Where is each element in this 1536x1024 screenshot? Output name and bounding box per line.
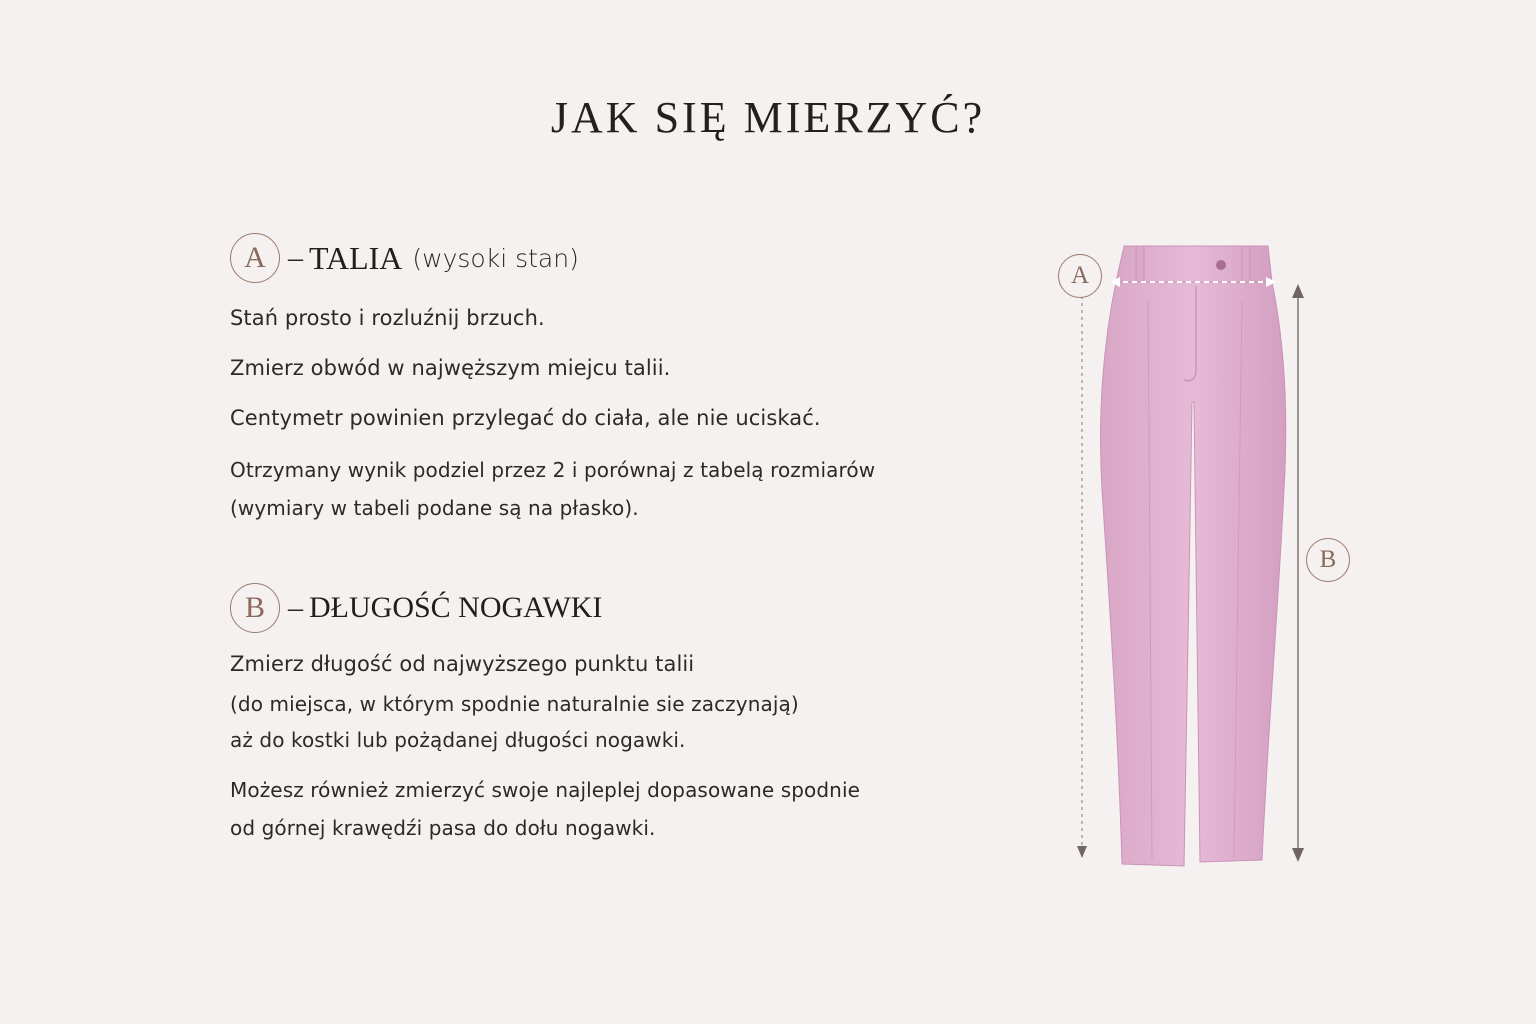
waist-line-1: Stań prosto i rozluźnij brzuch. — [230, 306, 545, 330]
waist-heading: TALIA — [309, 239, 403, 276]
heading-dash: – — [288, 591, 303, 624]
leg-line-5: od górnej krawędźi pasa do dołu nogawki. — [230, 816, 656, 840]
page-title: JAK SIĘ MIERZYĆ? — [550, 93, 986, 142]
waist-line-2: Zmierz obwód w najwęższym miejcu talii. — [230, 356, 671, 380]
waist-line-5: (wymiary w tabeli podane są na płasko). — [230, 496, 639, 520]
belt-loop — [1136, 246, 1144, 282]
label-b-badge: B — [230, 583, 280, 633]
section-leg-heading — [230, 582, 602, 634]
diagram-label-a: A — [1058, 254, 1102, 298]
length-arrow-down — [1292, 848, 1304, 862]
section-waist-heading — [230, 232, 579, 284]
belt-loop — [1242, 246, 1250, 282]
section-leg-length — [230, 582, 861, 840]
waist-subheading: (wysoki stan) — [412, 243, 579, 273]
leg-line-2: (do miejsca, w którym spodnie naturalnie sie zaczynają) — [230, 692, 799, 716]
leg-line-3: aż do kostki lub pożądanej długości nogawki. — [230, 728, 686, 752]
leg-heading: DŁUGOŚĆ NOGAWKI — [309, 591, 603, 624]
waist-line-4: Otrzymany wynik podziel przez 2 i porównaj z tabelą rozmiarów — [230, 458, 876, 482]
pants-body — [1101, 282, 1286, 866]
label-a-badge: A — [230, 233, 280, 283]
length-arrow-up — [1292, 284, 1304, 298]
section-waist — [230, 232, 876, 520]
pants-illustration — [1040, 230, 1400, 890]
heading-dash: – — [288, 241, 303, 274]
waist-button — [1216, 260, 1226, 270]
side-arrow-down — [1077, 846, 1087, 858]
waist-line-3: Centymetr powinien przylegać do ciała, ale nie uciskać. — [230, 406, 821, 430]
diagram-label-b: B — [1306, 538, 1350, 582]
leg-line-4: Możesz również zmierzyć swoje najleplej dopasowane spodnie — [230, 778, 861, 802]
leg-line-1: Zmierz długość od najwyższego punktu talii — [230, 652, 695, 676]
